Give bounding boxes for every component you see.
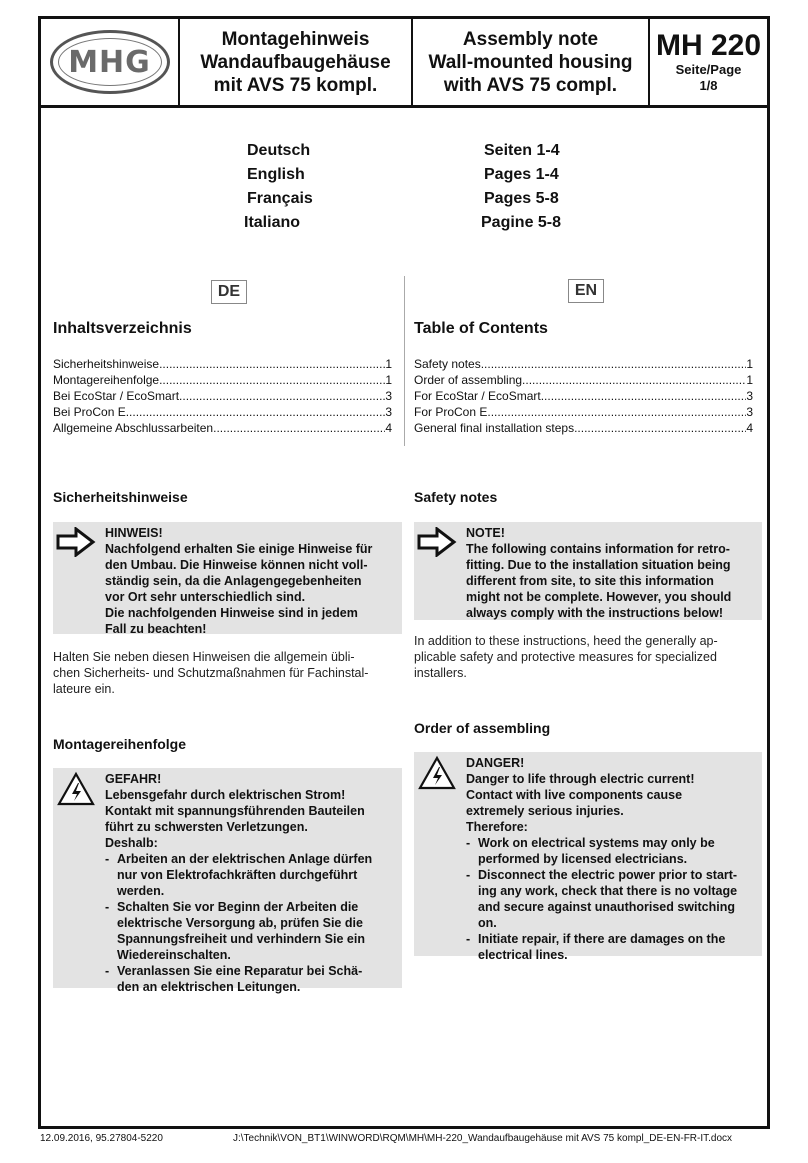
toc-leader <box>213 420 385 436</box>
danger-line: Therefore: <box>466 820 528 834</box>
danger-text-de <box>105 771 401 995</box>
toc-leader <box>126 404 386 420</box>
lang-pages-it: Pagine 5-8 <box>481 214 562 231</box>
safety-para-en <box>414 633 759 681</box>
list-item-line: Spannungsfreiheit und verhindern Sie ein <box>117 932 365 946</box>
toc-entry-label: Bei EcoStar / EcoSmart <box>53 389 180 403</box>
column-divider <box>404 276 405 446</box>
danger-line: Contact with live components cause <box>466 788 683 802</box>
toc-leader <box>481 356 747 372</box>
list-item <box>466 867 761 931</box>
note-line: The following contains information for retro- <box>466 542 730 556</box>
list-item-line: nur von Elektrofachkräften durchgeführt <box>117 868 358 882</box>
toc-leader <box>487 404 746 420</box>
list-item-line: ing any work, check that there is no voltage <box>478 884 738 898</box>
lang-pages-fr: Pages 5-8 <box>484 190 559 207</box>
danger-list <box>105 851 401 995</box>
toc-leader <box>159 356 385 372</box>
mhg-logo <box>50 30 170 94</box>
list-item <box>466 835 761 867</box>
electric-hazard-icon <box>57 771 95 807</box>
list-item-line: elektrische Versorgung ab, prüfen Sie die <box>117 916 363 930</box>
title-de-line-1: Montagehinweis <box>221 28 370 50</box>
toc-entry[interactable] <box>53 420 392 436</box>
safety-title-de: Sicherheitshinweise <box>53 489 188 505</box>
toc-title-en: Table of Contents <box>414 320 548 337</box>
danger-list <box>466 835 761 963</box>
list-item-line: and secure against unauthorised switching <box>478 900 735 914</box>
note-line: always comply with the instructions below! <box>466 606 723 620</box>
danger-line: extremely serious injuries. <box>466 804 624 818</box>
lang-pages-en: Pages 1-4 <box>484 166 559 183</box>
danger-text-en <box>466 755 761 963</box>
toc-entry-label: For EcoStar / EcoSmart <box>414 389 541 403</box>
toc-entry-label: Safety notes <box>414 357 481 371</box>
toc-entry-page: 1 <box>385 373 392 387</box>
list-item-line: - Arbeiten an der elektrischen Anlage dürfen <box>117 852 373 866</box>
toc-entry-label: Order of assembling <box>414 373 523 387</box>
para-line: In addition to these instructions, heed the generally ap- <box>414 634 718 648</box>
toc-entry[interactable] <box>414 420 753 436</box>
en-tag: EN <box>568 279 604 303</box>
toc-entry[interactable] <box>53 372 392 388</box>
arrow-right-icon <box>417 527 457 557</box>
note-line: Fall zu beachten! <box>105 622 207 636</box>
toc-leader <box>574 420 746 436</box>
lang-name-it: Italiano <box>244 214 301 231</box>
safety-para-de <box>53 649 398 697</box>
para-line: chen Sicherheits- und Schutzmaßnahmen für Fachinstal- <box>53 666 369 680</box>
document-header <box>38 16 770 108</box>
list-item-line: - Veranlassen Sie eine Reparatur bei Schä- <box>117 964 363 978</box>
note-line: vor Ort sehr unterschiedlich sind. <box>105 590 306 604</box>
note-text-en <box>466 525 761 621</box>
logo-cell <box>41 19 180 105</box>
lang-name-en: English <box>247 166 305 183</box>
list-item <box>105 963 401 995</box>
list-item-line: - Work on electrical systems may only be <box>478 836 715 850</box>
electric-hazard-icon <box>418 755 456 791</box>
logo-text: MHG <box>68 44 151 80</box>
list-item-line: Wiedereinschalten. <box>117 948 231 962</box>
toc-entry-page: 3 <box>746 389 753 403</box>
toc-entry-label: Allgemeine Abschlussarbeiten <box>53 421 214 435</box>
danger-line: DANGER! <box>466 756 525 770</box>
toc-entry-label: For ProCon E <box>414 405 488 419</box>
danger-line: führt zu schwersten Verletzungen. <box>105 820 308 834</box>
list-item-line: on. <box>478 916 497 930</box>
title-en-line-3: with AVS 75 compl. <box>443 74 618 96</box>
toc-leader <box>541 388 747 404</box>
title-de-line-2: Wandaufbaugehäuse <box>200 51 391 73</box>
toc-en <box>414 356 753 436</box>
arrow-right-icon <box>56 527 96 557</box>
lang-pages-de: Seiten 1-4 <box>484 142 560 159</box>
danger-line: Deshalb: <box>105 836 158 850</box>
title-en <box>413 19 650 105</box>
toc-entry-label: Bei ProCon E <box>53 405 126 419</box>
para-line: installers. <box>414 666 467 680</box>
page-number: 1/8 <box>699 78 718 93</box>
note-text-de <box>105 525 400 637</box>
list-item-line: - Initiate repair, if there are damages on the <box>478 932 726 946</box>
toc-entry[interactable] <box>414 388 753 404</box>
note-line: fitting. Due to the installation situation being <box>466 558 731 572</box>
note-line: den Umbau. Die Hinweise können nicht voll- <box>105 558 368 572</box>
note-line: NOTE! <box>466 526 505 540</box>
toc-leader <box>179 388 385 404</box>
note-line: HINWEIS! <box>105 526 163 540</box>
list-item-line: - Schalten Sie vor Beginn der Arbeiten die <box>117 900 359 914</box>
list-item-line: den an elektrischen Leitungen. <box>117 980 301 994</box>
toc-de <box>53 356 392 436</box>
title-de <box>180 19 413 105</box>
list-item <box>105 899 401 963</box>
toc-entry[interactable] <box>53 356 392 372</box>
para-line: Halten Sie neben diesen Hinweisen die allgemein übli- <box>53 650 355 664</box>
de-tag: DE <box>211 280 247 304</box>
list-item <box>466 931 761 963</box>
doc-code: MH 220 <box>655 29 762 62</box>
note-line: different from site, to site this information <box>466 574 714 588</box>
list-item-line: electrical lines. <box>478 948 568 962</box>
danger-line: GEFAHR! <box>105 772 162 786</box>
toc-entry-label: Sicherheitshinweise <box>53 357 160 371</box>
toc-title-de: Inhaltsverzeichnis <box>53 320 192 337</box>
toc-entry-page: 1 <box>746 357 753 371</box>
toc-leader <box>159 372 385 388</box>
title-de-line-3: mit AVS 75 kompl. <box>213 74 378 96</box>
toc-entry-page: 3 <box>385 405 392 419</box>
list-item-line: werden. <box>117 884 165 898</box>
toc-entry-label: General final installation steps <box>414 421 575 435</box>
list-item-line: performed by licensed electricians. <box>478 852 688 866</box>
lang-name-fr: Français <box>247 190 313 207</box>
toc-entry-page: 1 <box>746 373 753 387</box>
footer-date: 12.09.2016, 95.27804-5220 <box>40 1133 163 1144</box>
assembly-title-de: Montagereihenfolge <box>53 736 187 752</box>
note-line: ständig sein, da die Anlagengegebenheiten <box>105 574 362 588</box>
assembly-title-en: Order of assembling <box>414 720 551 736</box>
list-item <box>105 851 401 899</box>
toc-entry[interactable] <box>53 388 392 404</box>
toc-entry[interactable] <box>414 372 753 388</box>
doc-code-cell <box>650 19 767 105</box>
safety-title-en: Safety notes <box>414 489 498 505</box>
danger-line: Danger to life through electric current! <box>466 772 695 786</box>
toc-entry-page: 3 <box>746 405 753 419</box>
toc-leader <box>522 372 746 388</box>
lang-name-de: Deutsch <box>247 142 311 159</box>
toc-entry-page: 3 <box>385 389 392 403</box>
page-label: Seite/Page <box>675 62 742 77</box>
toc-entry-page: 4 <box>746 421 753 435</box>
toc-entry-page: 1 <box>385 357 392 371</box>
title-en-line-1: Assembly note <box>462 28 599 50</box>
footer-file-path: J:\Technik\VON_BT1\WINWORD\RQM\MH\MH-220_Wandaufbaugehäuse mit AVS 75 kompl_DE-EN-FR-IT.docx <box>233 1133 733 1144</box>
danger-line: Kontakt mit spannungsführenden Bauteilen <box>105 804 365 818</box>
note-line: Die nachfolgenden Hinweise sind in jedem <box>105 606 358 620</box>
toc-entry[interactable] <box>414 356 753 372</box>
toc-entry-page: 4 <box>385 421 392 435</box>
para-line: lateure ein. <box>53 682 115 696</box>
para-line: plicable safety and protective measures for specialized <box>414 650 717 664</box>
toc-entry-label: Montagereihenfolge <box>53 373 160 387</box>
note-line: Nachfolgend erhalten Sie einige Hinweise für <box>105 542 373 556</box>
toc-entry[interactable] <box>53 404 392 420</box>
list-item-line: - Disconnect the electric power prior to start- <box>478 868 738 882</box>
danger-line: Lebensgefahr durch elektrischen Strom! <box>105 788 346 802</box>
toc-entry[interactable] <box>414 404 753 420</box>
note-line: might not be complete. However, you should <box>466 590 732 604</box>
title-en-line-2: Wall-mounted housing <box>428 51 633 73</box>
